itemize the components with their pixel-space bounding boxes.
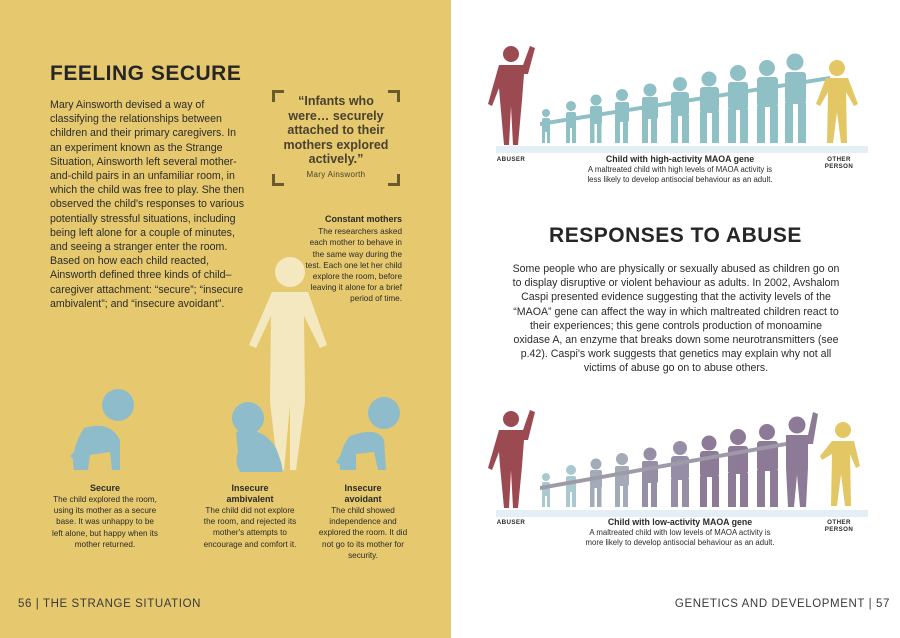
label-line: PERSON xyxy=(824,526,854,533)
page-title-responses-to-abuse: RESPONSES TO ABUSE xyxy=(549,224,802,247)
caption-text: A maltreated child with low levels of MAOA activity is more likely to develop antisocial behaviour as an adult. xyxy=(585,528,775,548)
bottom-abuser-figure xyxy=(488,410,535,508)
secure-child-figure xyxy=(70,389,134,470)
ground-strip-top xyxy=(496,146,868,153)
caption-title: Insecure ambivalent xyxy=(226,483,274,504)
avoidant-child-figure xyxy=(336,397,400,470)
caption-insecure-avoidant xyxy=(318,483,408,561)
page-title-feeling-secure: FEELING SECURE xyxy=(50,62,242,85)
caption-title: Child with high-activity MAOA gene xyxy=(605,154,755,164)
quote-text: “Infants who were… securely attached to their mothers explored actively.” xyxy=(283,94,389,166)
label-line: OTHER xyxy=(827,519,851,526)
caption-text: The child did not explore the room, and rejected its mother's attempts to encourage and comfort it. xyxy=(203,506,297,549)
label-line: PERSON xyxy=(824,163,854,170)
caption-insecure-ambivalent xyxy=(200,483,300,550)
caption-text: A maltreated child with high levels of MAOA activity is less likely to develop antisocial behaviour as an adult. xyxy=(587,165,773,185)
caption-title: Child with low-activity MAOA gene xyxy=(607,517,753,527)
caption-low-activity-maoa xyxy=(580,517,780,549)
caption-title: Constant mothers xyxy=(324,214,402,224)
caption-title: Insecure avoidant xyxy=(344,483,382,504)
label-other-person-bottom xyxy=(818,519,860,533)
caption-text: The child explored the room, using its mother as a secure base. It was unhappy to be left alone, but happy when its mother returned. xyxy=(51,495,159,549)
top-abuser-figure xyxy=(488,46,535,145)
top-other-person-figure xyxy=(816,60,858,143)
label-abuser-top: ABUSER xyxy=(496,156,526,163)
label-other-person-top xyxy=(818,156,860,170)
caption-constant-mothers xyxy=(300,214,402,305)
body-text-left: Mary Ainsworth devised a way of classifying the relationships between children and their primary caregivers. In an experiment known as the Strange Situation, Ainsworth left several mother-and-child pairs in an unfamiliar room, in which the child was free to play. She then observed the child's responses to various potentially stressful situations, including being left alone for a couple of minutes, and seeing a stranger enter the room. Based on how each child reacted, Ainsworth defined three kinds of child–caregiver attachment: “secure”; “insecure ambivalent”; and “insecure avoidant”. xyxy=(50,99,245,310)
body-text-right: Some people who are physically or sexually abused as children go on to display disruptive or violent behaviour as adults. In 2002, Avshalom Caspi presented evidence suggesting that the activity levels of the “MAOA” gene can affect the way in which maltreated children react to their experiences; this gene controls production of monoamine oxidase A, an enzyme that breaks down some neurotransmitters (see p.42). Caspi's work suggests that genetics may explain why not all victims of abuse go on to abuse others. xyxy=(512,263,840,375)
quote-author: Mary Ainsworth xyxy=(306,170,366,179)
caption-text: The child showed independence and explored the room. It did not go to its mother for security. xyxy=(318,506,408,560)
footer-right: GENETICS AND DEVELOPMENT | 57 xyxy=(674,598,890,610)
caption-secure xyxy=(50,483,160,550)
caption-text: The researchers asked each mother to behave in the same way during the test. Each one let her child explore the room, before leaving it alone for a brief period of time. xyxy=(305,227,402,304)
quote-box xyxy=(272,90,400,186)
bottom-chain-figures xyxy=(540,412,818,507)
ground-strip-bottom xyxy=(496,510,868,517)
bottom-other-person-figure xyxy=(820,422,860,506)
top-chain-figures xyxy=(540,54,830,144)
caption-high-activity-maoa xyxy=(580,154,780,186)
label-line: OTHER xyxy=(827,156,851,163)
label-abuser-bottom: ABUSER xyxy=(496,519,526,526)
footer-left: 56 | THE STRANGE SITUATION xyxy=(18,598,202,610)
caption-title: Secure xyxy=(89,483,121,493)
